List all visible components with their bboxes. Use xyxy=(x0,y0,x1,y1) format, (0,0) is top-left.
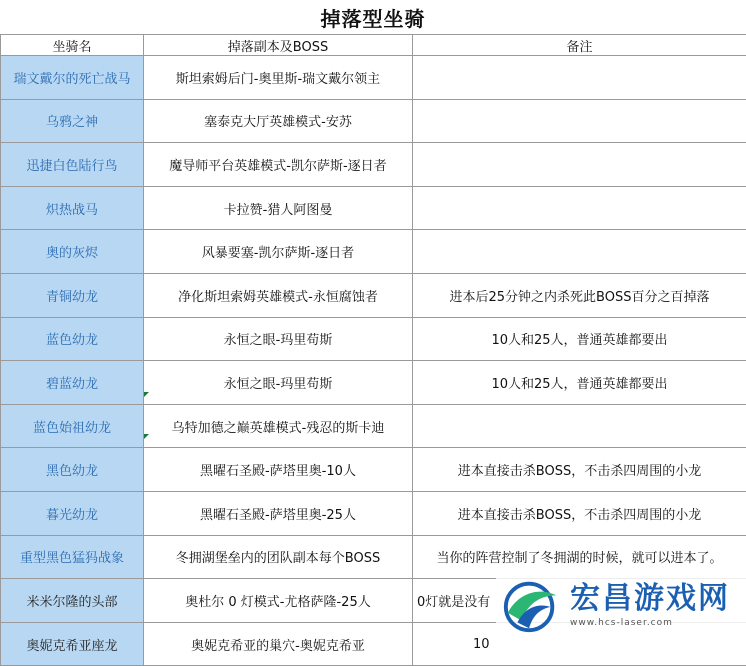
table-row xyxy=(1,273,746,317)
swoosh-logo-icon xyxy=(500,574,562,636)
cell-note[interactable]: 10人和25人，普通英雄都要出 xyxy=(413,317,746,361)
cell-note[interactable] xyxy=(413,230,746,274)
cell-note[interactable]: 10人和25人，普通英雄都要出 xyxy=(413,361,746,405)
cell-dungeon-boss[interactable]: 魔导师平台英雄模式-凯尔萨斯-逐日者 xyxy=(144,143,413,187)
cell-mount-name[interactable]: 奥的灰烬 xyxy=(1,230,144,274)
cell-mount-name[interactable]: 奥妮克希亚座龙 xyxy=(1,622,144,666)
cell-mount-name[interactable]: 瑞文戴尔的死亡战马 xyxy=(1,56,144,100)
cell-note[interactable] xyxy=(413,143,746,187)
cell-note[interactable]: 进本后25分钟之内杀死此BOSS百分之百掉落 xyxy=(413,273,746,317)
cell-dungeon-boss[interactable]: 永恒之眼-玛里苟斯 xyxy=(144,317,413,361)
sheet-title: 掉落型坐骑 xyxy=(0,0,746,34)
cell-dungeon-boss[interactable]: 黑曜石圣殿-萨塔里奥-25人 xyxy=(144,491,413,535)
cell-mount-name[interactable]: 青铜幼龙 xyxy=(1,273,144,317)
cell-dungeon-boss[interactable]: 冬拥湖堡垒内的团队副本每个BOSS xyxy=(144,535,413,579)
header-note: 备注 xyxy=(413,35,746,56)
cell-dungeon-boss[interactable]: 乌特加德之巅英雄模式-残忍的斯卡迪 xyxy=(144,404,413,448)
cell-mount-name[interactable]: 乌鸦之神 xyxy=(1,99,144,143)
cell-mount-name[interactable]: 黑色幼龙 xyxy=(1,448,144,492)
watermark-url: www.hcs-laser.com xyxy=(570,618,730,628)
header-row xyxy=(1,35,746,56)
cell-note[interactable] xyxy=(413,404,746,448)
cell-mount-name[interactable]: 暮光幼龙 xyxy=(1,491,144,535)
cell-dungeon-boss[interactable]: 卡拉赞-猎人阿图曼 xyxy=(144,186,413,230)
cell-dungeon-boss[interactable]: 斯坦索姆后门-奥里斯-瑞文戴尔领主 xyxy=(144,56,413,100)
cell-mount-name[interactable]: 碧蓝幼龙 xyxy=(1,361,144,405)
cell-note[interactable]: 进本直接击杀BOSS，不击杀四周围的小龙 xyxy=(413,448,746,492)
cell-dungeon-boss[interactable]: 净化斯坦索姆英雄模式-永恒腐蚀者 xyxy=(144,273,413,317)
header-mount-name: 坐骑名 xyxy=(1,35,144,56)
cell-dungeon-boss[interactable]: 黑曜石圣殿-萨塔里奥-10人 xyxy=(144,448,413,492)
watermark xyxy=(496,567,746,642)
table-row xyxy=(1,491,746,535)
table-row xyxy=(1,404,746,448)
cell-mount-name[interactable]: 蓝色始祖幼龙 xyxy=(1,404,144,448)
watermark-text: 宏昌游戏网 xyxy=(570,582,730,616)
cell-comment-marker xyxy=(144,392,149,397)
cell-mount-name[interactable]: 米米尔隆的头部 xyxy=(1,579,144,623)
table-row xyxy=(1,186,746,230)
cell-dungeon-boss[interactable]: 风暴要塞-凯尔萨斯-逐日者 xyxy=(144,230,413,274)
cell-dungeon-boss[interactable]: 永恒之眼-玛里苟斯 xyxy=(144,361,413,405)
header-dungeon-boss: 掉落副本及BOSS xyxy=(144,35,413,56)
cell-note[interactable]: 当你的阵营控制了冬拥湖的时候，就可以进本了。 xyxy=(413,535,746,579)
cell-comment-marker xyxy=(144,434,149,439)
cell-mount-name[interactable]: 重型黑色猛犸战象 xyxy=(1,535,144,579)
cell-note[interactable] xyxy=(413,186,746,230)
cell-note[interactable] xyxy=(413,56,746,100)
cell-dungeon-boss[interactable]: 奥妮克希亚的巢穴-奥妮克希亚 xyxy=(144,622,413,666)
cell-note[interactable]: 0灯就是没有 xyxy=(413,579,746,623)
cell-note[interactable]: 进本直接击杀BOSS，不击杀四周围的小龙 xyxy=(413,491,746,535)
cell-note[interactable]: 10 xyxy=(413,622,746,666)
cell-mount-name[interactable]: 迅捷白色陆行鸟 xyxy=(1,143,144,187)
cell-mount-name[interactable]: 炽热战马 xyxy=(1,186,144,230)
table-row xyxy=(1,317,746,361)
cell-note[interactable] xyxy=(413,99,746,143)
cell-mount-name[interactable]: 蓝色幼龙 xyxy=(1,317,144,361)
table-row xyxy=(1,361,746,405)
table-row xyxy=(1,448,746,492)
table-row xyxy=(1,99,746,143)
table-row xyxy=(1,230,746,274)
cell-dungeon-boss[interactable]: 奥杜尔 0 灯模式-尤格萨隆-25人 xyxy=(144,579,413,623)
table-row xyxy=(1,56,746,100)
table-row xyxy=(1,143,746,187)
cell-dungeon-boss[interactable]: 塞泰克大厅英雄模式-安苏 xyxy=(144,99,413,143)
